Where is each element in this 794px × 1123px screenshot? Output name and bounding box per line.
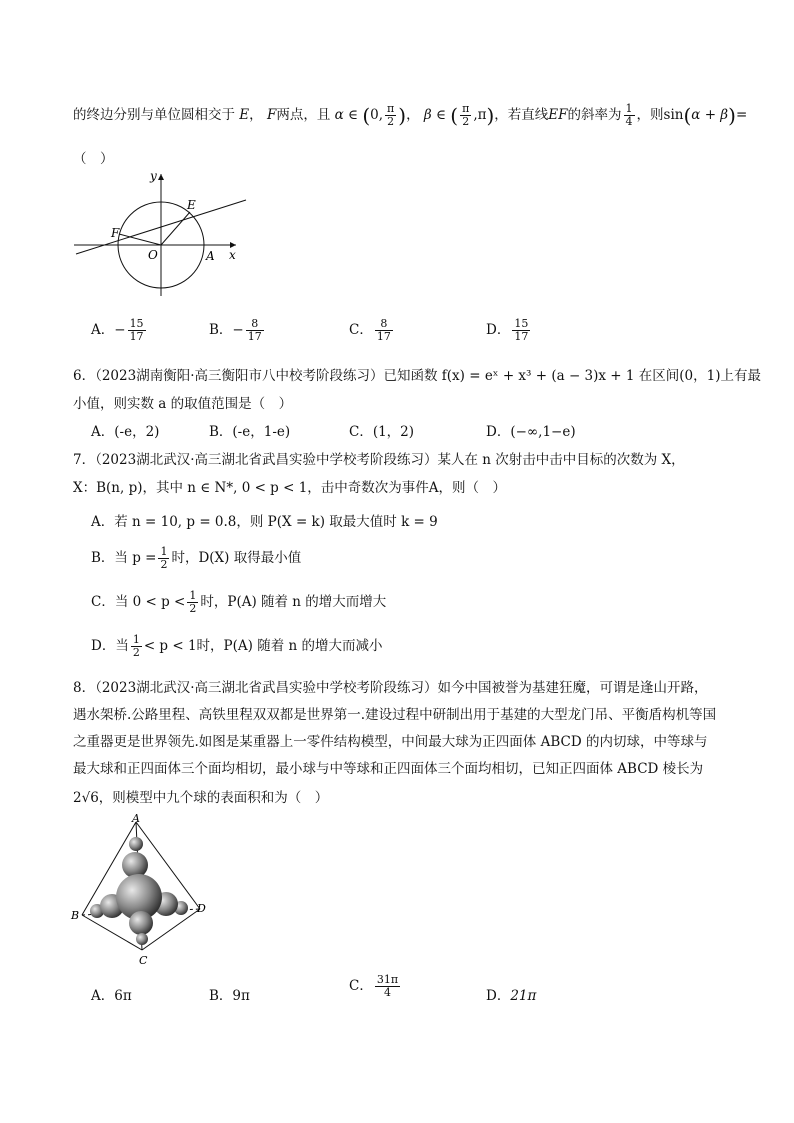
q5-option-c[interactable]: C． $\frac{8}{17}$ xyxy=(349,317,391,344)
q5-paren-open-1: ( xyxy=(362,103,371,128)
label-e: E xyxy=(187,198,196,212)
q5-paren-open-3: ( xyxy=(683,103,692,128)
q5-paren-close-2: ) xyxy=(486,103,495,128)
q5-paren-open-2: ( xyxy=(450,103,459,128)
q5-point-f: F xyxy=(266,107,277,124)
q6-stem-line-2: 小值，则实数 a 的取值范围是（ ） xyxy=(73,396,293,412)
label-x: x xyxy=(229,248,236,262)
sphere-medium-top xyxy=(122,852,148,878)
q5-text-d: 的斜率为 xyxy=(567,107,622,124)
q6-option-b[interactable]: B．(-e，1-e) xyxy=(209,424,291,440)
q8-option-d[interactable]: D．21π xyxy=(486,988,537,1004)
q5-stem-line-1: 的终边分别与单位圆相交于 E， F两点，且 α ∈ (0, $\frac{\pi}{2}$ )， β ∈ ( $\frac{\pi}{2}$ ,π)，若直线EF的斜率为 $\frac{1}{4}$ ，则sin(α + β)= xyxy=(73,102,748,129)
segment-of xyxy=(119,234,161,245)
label-a: A xyxy=(206,249,215,263)
q5-option-a[interactable]: A．− $\frac{15}{17}$ xyxy=(91,317,144,344)
q5-sep: ， xyxy=(249,107,263,124)
q5-text-a: 的终边分别与单位圆相交于 xyxy=(73,107,235,124)
q7-option-c[interactable]: C．当 0 < p < $\frac{1}{2}$ 时，P(A) 随着 n 的增大而增大 xyxy=(91,589,387,616)
q6-option-d[interactable]: D．(−∞,1−e) xyxy=(486,424,576,440)
q5-zero: 0, xyxy=(370,107,384,124)
q5-line-ef: EF xyxy=(548,107,568,124)
q5-option-b[interactable]: B．− $\frac{8}{17}$ xyxy=(209,317,262,344)
label-a: A xyxy=(132,812,140,825)
label-d: D xyxy=(197,902,206,915)
q5-beta-in: β ∈ xyxy=(423,107,446,124)
q5-pi-half-2: $\frac{\pi}{2}$ xyxy=(462,102,470,129)
q8-stem-line-3: 之重器更是世界领先.如图是某重器上一零件结构模型，中间最大球为正四面体 ABCD 的内切球，中等球与 xyxy=(73,734,708,750)
sphere-small-top xyxy=(129,837,143,851)
q5-sin-arg: α + β xyxy=(691,107,729,124)
q8-stem-line-1: 8．（2023湖北武汉·高三湖北省武昌实验中学校考阶段练习）如今中国被誉为基建狂魔，可谓是逢山开路， xyxy=(73,680,708,696)
q5-point-e: E xyxy=(239,107,250,124)
q8-tetrahedron-diagram xyxy=(70,812,220,972)
q5-text-c: ，若直线 xyxy=(494,107,549,124)
q5-pi-half-1: $\frac{\pi}{2}$ xyxy=(387,102,395,129)
q5-text-e: ，则 xyxy=(636,107,664,124)
label-f: F xyxy=(111,226,120,240)
q6-option-a[interactable]: A．(-e，2) xyxy=(91,424,160,440)
q8-stem-line-2: 遇水架桥.公路里程、高铁里程双双都是世界第一.建设过程中研制出用于基建的大型龙门吊、平衡盾构机等国 xyxy=(73,707,717,723)
q7-option-b[interactable]: B．当 p = $\frac{1}{2}$ 时，D(X) 取得最小值 xyxy=(91,545,302,572)
q7-stem-line-1: 7．（2023湖北武汉·高三湖北省武昌实验中学校考阶段练习）某人在 n 次射击中击中目标的次数为 X， xyxy=(73,452,685,468)
q5-pi-end: ,π xyxy=(473,107,487,124)
q7-option-a[interactable]: A．若 n = 10, p = 0.8，则 P(X = k) 取最大值时 k = 9 xyxy=(91,514,438,530)
q7-stem-line-2: X：B(n, p)，其中 n ∈ N*, 0 < p < 1，击中奇数次为事件A，则（ ） xyxy=(73,480,507,496)
label-y: y xyxy=(150,169,157,183)
q7-option-d[interactable]: D．当 $\frac{1}{2}$ < p < 1时，P(A) 随着 n 的增大而减小 xyxy=(91,633,383,660)
q5-paren-close-3: ) xyxy=(728,103,736,128)
q5-unit-circle-diagram xyxy=(70,168,250,308)
q6-option-c[interactable]: C．(1，2) xyxy=(349,424,415,440)
q8-option-b[interactable]: B．9π xyxy=(209,988,250,1004)
label-b: B xyxy=(71,909,80,922)
q8-stem-line-4: 最大球和正四面体三个面均相切，最小球与中等球和正四面体三个面均相切，已知正四面体 ABCD 棱长为 xyxy=(73,761,704,777)
sphere-medium-bottom xyxy=(129,911,153,935)
q5-paren: （ ） xyxy=(73,151,114,167)
segment-oe xyxy=(161,212,190,245)
q5-eq: = xyxy=(735,107,748,124)
q6-stem-line-1: 6．（2023湖南衡阳·高三衡阳市八中校考阶段练习）已知函数 f(x) = eˣ + x³ + (a − 3)x + 1 在区间(0，1)上有最 xyxy=(73,368,762,384)
q5-slope-frac: $\frac{1}{4}$ xyxy=(625,102,633,129)
q8-stem-line-5: 2√6，则模型中九个球的表面积和为（ ） xyxy=(73,790,329,806)
sphere-small-bottom xyxy=(136,933,148,945)
q8-option-c[interactable]: C． $\frac{31\pi}{4}$ xyxy=(349,973,399,1000)
q5-option-d[interactable]: D． $\frac{15}{17}$ xyxy=(486,317,529,344)
q5-sin: sin xyxy=(663,107,684,124)
q8-option-a[interactable]: A．6π xyxy=(91,988,132,1004)
label-c: C xyxy=(139,954,148,967)
q5-text-b: 两点，且 xyxy=(276,107,331,124)
label-o: O xyxy=(148,248,158,262)
q5-alpha-in: α ∈ xyxy=(334,107,359,124)
q5-paren-close-1: ) xyxy=(398,103,407,128)
